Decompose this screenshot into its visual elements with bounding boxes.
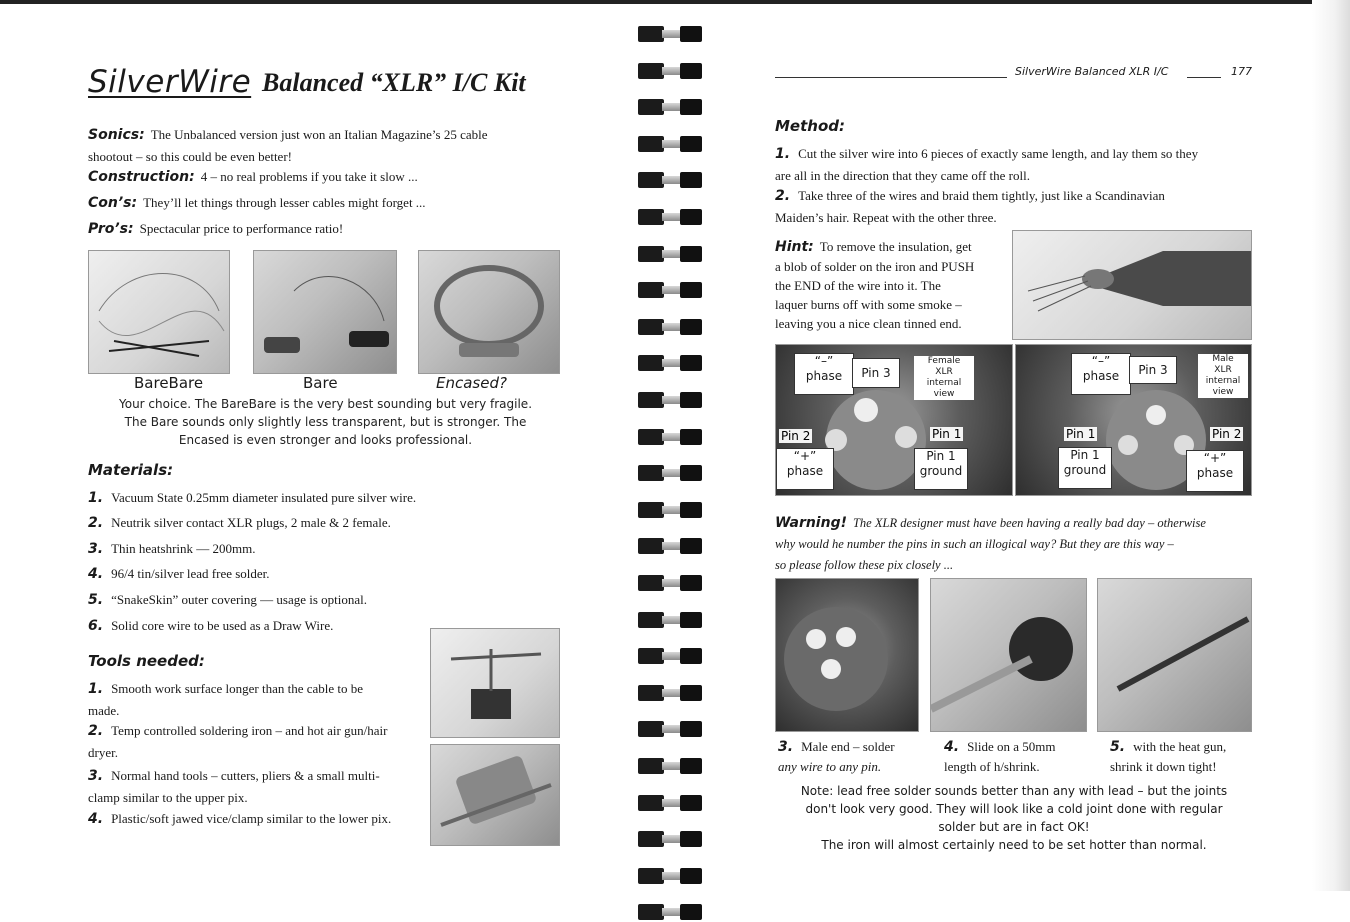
spiral-coil (638, 500, 702, 520)
spiral-coil (638, 536, 702, 556)
pros-text: Spectacular price to performance ratio! (139, 221, 344, 236)
warning-paragraph: Warning! The XLR designer must have been having a really bad day – otherwise why would he number the pins in such an illogical way? But they are this way – so please follow these pix closely ... (775, 515, 1206, 572)
male-minus-phase-label: “–” phase (1071, 353, 1131, 395)
header-rule (775, 77, 1007, 78)
page-number: 177 (1231, 65, 1252, 78)
heatshrink-illustration (931, 579, 1086, 731)
male-ground-label: Pin 1 ground (1058, 447, 1112, 489)
female-pin2-label: Pin 2 (781, 429, 811, 443)
tool-item: 4. Plastic/soft jawed vice/clamp similar to the lower pix. (88, 811, 392, 827)
note-line1: Note: lead free solder sounds better than any with lead – but the joints (800, 784, 1228, 798)
photo-encased-cable (418, 250, 560, 374)
spiral-coil (638, 793, 702, 813)
spiral-coil (638, 463, 702, 483)
male-pin2-label: Pin 2 (1212, 427, 1242, 441)
male-plus-phase-label: “+” phase (1186, 450, 1244, 492)
male-pin3-label: Pin 3 (1129, 356, 1177, 384)
female-pin1-label: Pin 1 (932, 427, 962, 441)
material-item: 4. 96/4 tin/silver lead free solder. (88, 566, 270, 582)
spiral-coil (638, 866, 702, 886)
pros-paragraph (88, 218, 343, 240)
note-line2: don't look very good. They will look like a cold joint done with regular (805, 802, 1223, 816)
female-view-label: Female XLR internal view (914, 356, 974, 400)
photo-soldering-iron-tip (1012, 230, 1252, 340)
running-title: SilverWire Balanced XLR I/C (1015, 65, 1169, 78)
tool-item: 1. Smooth work surface longer than the cable to be made. (88, 681, 364, 718)
female-pin3-label: Pin 3 (852, 358, 900, 388)
sonics-paragraph (88, 124, 568, 167)
shrunk-cable-illustration (1098, 579, 1251, 731)
method-step-2: 2. Take three of the wires and braid them tightly, just like a Scandinavian Maiden’s hair. Repeat with the other three. (775, 188, 1165, 225)
spiral-binding (630, 0, 710, 891)
method-heading: Method: (775, 117, 845, 135)
solder-pins-illustration (776, 579, 918, 731)
hint-paragraph: Hint: To remove the insulation, get a blob of solder on the iron and PUSH the END of the wire into it. The laquer burns off with some smoke – leaving you a nice clean tinned end. (775, 239, 975, 331)
spiral-coil (638, 280, 702, 300)
material-item: 6. Solid core wire to be used as a Draw Wire. (88, 618, 334, 634)
spiral-coil (638, 134, 702, 154)
spiral-coil (638, 902, 702, 922)
step-5-caption: 5. with the heat gun, shrink it down tight! (1110, 739, 1227, 774)
note-line4: The iron will almost certainly need to be set hotter than normal. (821, 838, 1207, 852)
cons-text: They’ll let things through lesser cables might forget ... (143, 195, 426, 210)
soldering-iron-illustration (1013, 231, 1251, 339)
caption-encased: Encased? (436, 374, 507, 392)
material-item: 2. Neutrik silver contact XLR plugs, 2 male & 2 female. (88, 515, 391, 531)
spiral-coil (638, 244, 702, 264)
materials-heading: Materials: (88, 461, 174, 479)
spiral-coil (638, 427, 702, 447)
cons-paragraph (88, 192, 426, 214)
spiral-coil (638, 353, 702, 373)
choice-line3: Encased is even stronger and looks professional. (178, 433, 473, 447)
title-text: Balanced “XLR” I/C Kit (262, 68, 526, 97)
female-ground-label: Pin 1 ground (914, 448, 968, 490)
step-4-caption: 4. Slide on a 50mm length of h/shrink. (944, 739, 1056, 774)
sonics-line1: The Unbalanced version just won an Italian Magazine’s 25 cable (150, 127, 488, 142)
spiral-coil (638, 61, 702, 81)
left-page (0, 0, 620, 891)
male-view-label: Male XLR internal view (1198, 354, 1248, 398)
material-item: 3. Thin heatshrink — 200mm. (88, 541, 256, 557)
spiral-coil (638, 756, 702, 776)
title-brand: SilverWire (88, 64, 252, 100)
spiral-coil (638, 610, 702, 630)
construction-text: 4 – no real problems if you take it slow ... (200, 169, 418, 184)
encased-coil-illustration (419, 251, 559, 373)
spiral-coil (638, 829, 702, 849)
spiral-coil (638, 573, 702, 593)
helping-hands-illustration (431, 629, 559, 737)
female-minus-phase-label: “–” phase (794, 353, 854, 395)
hint-label: Hint: (775, 239, 814, 255)
cons-label: Con’s: (88, 195, 138, 211)
material-item: 5. “SnakeSkin” outer covering — usage is optional. (88, 592, 368, 608)
female-plus-phase-label: “+” phase (776, 448, 834, 490)
sonics-label: Sonics: (88, 127, 145, 143)
caption-barebare: BareBare (134, 374, 204, 392)
photo-multi-clamp (430, 628, 560, 738)
page-edge-shadow (1312, 0, 1350, 891)
note-line3: solder but are in fact OK! (938, 820, 1090, 834)
caption-bare: Bare (303, 374, 338, 392)
header-rule (1187, 77, 1221, 78)
spiral-coil (638, 719, 702, 739)
photo-heat-gun-shrink (1097, 578, 1252, 732)
step-3-caption: 3. Male end – solder any wire to any pin. (778, 739, 895, 774)
pros-label: Pro’s: (88, 221, 134, 237)
spiral-coil (638, 170, 702, 190)
warning-label: Warning! (775, 515, 847, 531)
spiral-coil (638, 646, 702, 666)
photo-soft-jaw-vice (430, 744, 560, 846)
photo-slide-heatshrink (930, 578, 1087, 732)
choice-line2: The Bare sounds only slightly less transparent, but is stronger. The (124, 415, 527, 429)
male-pin1-label: Pin 1 (1066, 427, 1096, 441)
spiral-coil (638, 317, 702, 337)
method-step-1: 1. Cut the silver wire into 6 pieces of exactly same length, and lay them so they are all in the direction that they came off the roll. (775, 146, 1199, 183)
spiral-coil (638, 24, 702, 44)
spiral-coil (638, 390, 702, 410)
vice-illustration (431, 745, 559, 845)
spiral-coil (638, 683, 702, 703)
construction-paragraph (88, 166, 418, 188)
bare-connector-illustration (254, 251, 396, 373)
spiral-coil (638, 97, 702, 117)
sonics-line2: shootout – so this could be even better! (88, 149, 292, 164)
tool-item: 2. Temp controlled soldering iron – and hot air gun/hair dryer. (88, 723, 388, 760)
photo-bare-cable (253, 250, 397, 374)
material-item: 1. Vacuum State 0.25mm diameter insulated pure silver wire. (88, 490, 417, 506)
choice-line1: Your choice. The BareBare is the very best sounding but very fragile. (118, 397, 533, 411)
construction-label: Construction: (88, 169, 195, 185)
tools-heading: Tools needed: (88, 652, 205, 670)
barebare-wire-illustration (89, 251, 229, 373)
spiral-coil (638, 207, 702, 227)
photo-male-end-solder (775, 578, 919, 732)
tool-item: 3. Normal hand tools – cutters, pliers & a small multi- clamp similar to the upper pix. (88, 768, 380, 805)
photo-barebare-cable (88, 250, 230, 374)
